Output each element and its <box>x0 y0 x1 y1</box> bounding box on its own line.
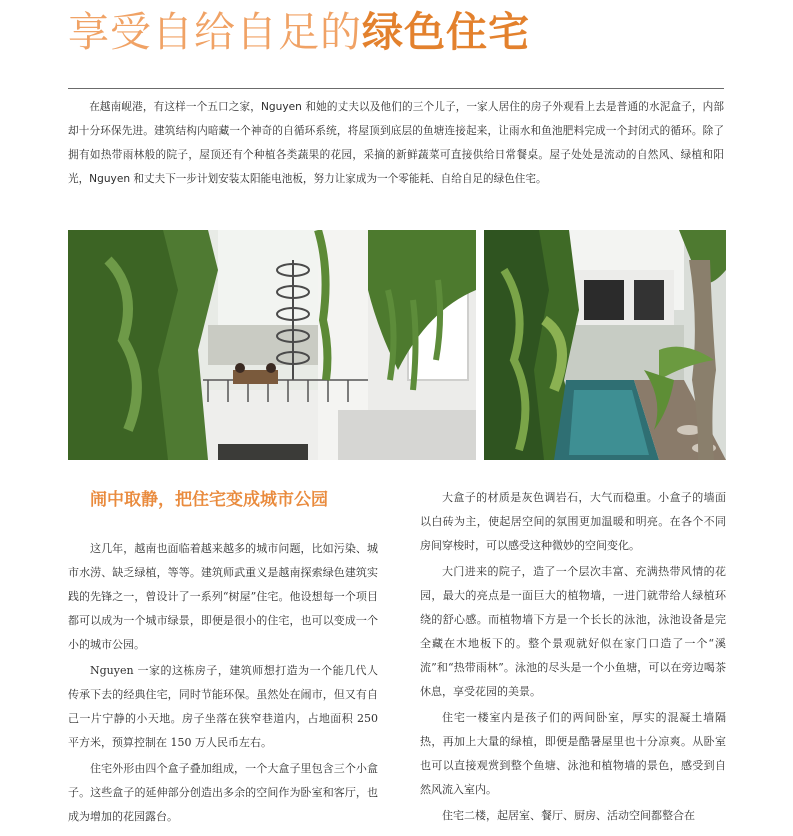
intro-paragraph: 在越南岘港，有这样一个五口之家，Nguyen 和她的丈夫以及他们的三个儿子，一家人居住的房子外观看上去是普通的水泥盒子，内部却十分环保先进。建筑结构内暗藏一个神奇的自循环系统，将屋顶到底层的鱼塘连接起来，让雨水和鱼池肥料完成一个封闭式的循环。除了拥有如热带雨林般的院子，屋顶还有个种植各类蔬果的花园，采摘的新鲜蔬菜可直接供给日常餐桌。屋子处处是流动的自然风、绿植和阳光，Nguyen 和丈夫下一步计划安装太阳能电池板，努力让家成为一个零能耗、自给自足的绿色住宅。 <box>68 101 724 185</box>
article-column-right <box>420 486 726 830</box>
body-paragraph: 大盒子的材质是灰色调岩石，大气而稳重。小盒子的墙面以白砖为主，使起居空间的氛围更加温暖和明亮。在各个不同房间穿梭时，可以感受这种微妙的空间变化。 <box>420 491 726 552</box>
body-paragraph: Nguyen 一家的这栋房子，建筑师想打造为一个能几代人传承下去的经典住宅，同时节能环保。虽然处在闹市，但又有自己一片宁静的小天地。房子坐落在狭窄巷道内，占地面积 250 平方米，预算控制在 150 万人民币左右。 <box>68 664 378 749</box>
courtyard-photo <box>484 230 726 460</box>
article-column-left <box>68 483 378 831</box>
body-paragraph: 住宅一楼室内是孩子们的两间卧室，厚实的混凝土墙隔热，再加上大量的绿植，即便是酷暑屋里也十分凉爽。从卧室也可以直接观赏到整个鱼塘、泳池和植物墙的景色，感受到自然风流入室内。 <box>420 711 726 796</box>
body-paragraph: 住宅外形由四个盒子叠加组成，一个大盒子里包含三个小盒子。这些盒子的延伸部分创造出多余的空间作为卧室和客厅，也成为增加的花园露台。 <box>68 762 378 823</box>
title-accent: 绿色住宅 <box>362 8 530 56</box>
body-paragraph: 大门进来的院子，造了一个层次丰富、充满热带风情的花园，最大的亮点是一面巨大的植物墙，一进门就带给人绿植环绕的舒心感。而植物墙下方是一个长长的泳池，泳池设备是完全藏在木地板下的。整个景观就好似在家门口造了一个“溪流”和“热带雨林”。泳池的尽头是一个小鱼塘，可以在旁边喝茶休息，享受花园的美景。 <box>420 565 726 698</box>
body-paragraph: 住宅二楼，起居室、餐厅、厨房、活动空间都整合在 <box>442 809 695 822</box>
section-heading: 闹中取静，把住宅变成城市公园 <box>90 490 328 510</box>
terrace-photo <box>68 230 476 460</box>
page-title <box>68 6 788 58</box>
body-paragraph: 这几年，越南也面临着越来越多的城市问题，比如污染、城市水涝、缺乏绿植，等等。建筑师武重义是越南探索绿色建筑实践的先锋之一，曾设计了一系列“树屋”住宅。他设想每一个项目都可以成为一个城市绿景，即便是很小的住宅，也可以变成一个小的城市公园。 <box>68 542 378 651</box>
title-divider <box>68 88 724 89</box>
title-main: 享受自给自足的 <box>68 8 362 56</box>
